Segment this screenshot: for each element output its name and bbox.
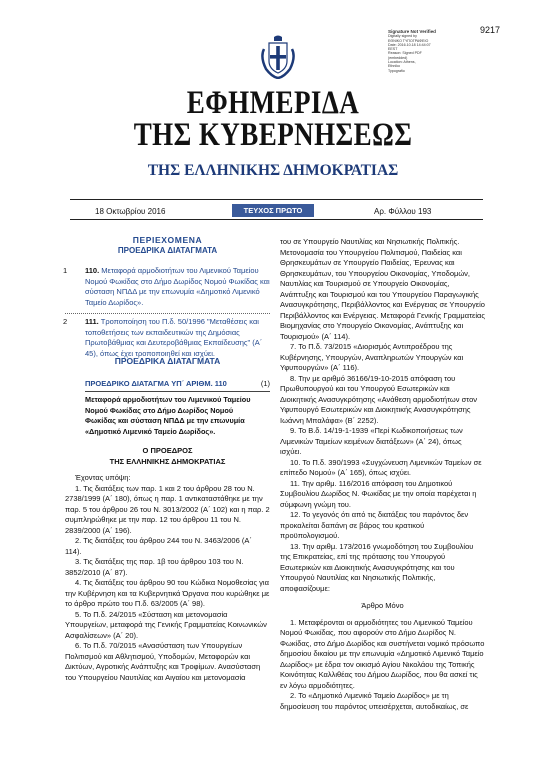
header-bottom-rule bbox=[70, 219, 483, 220]
digital-signature-stamp: Signature Not Verified Digitally signed by ΕΘΝΙΚΟ ΤΥΠΟΓΡΑΦΕΙΟ Date: 2016.10.18 14:44:07 EEST Reason: Signed PDF (embedded) Location: Athens, Ethniko Typografio bbox=[388, 29, 436, 73]
decree-title: Μεταφορά αρμοδιοτήτων του Λιμενικού Ταμείου Νομού Φωκίδας στο Δήμο Δωρίδος Νομού Φωκίδας και σύσταση ΝΠΔΔ με την επωνυμία «Δημοτικό Λιμενικό Ταμείο Δωρίδος». bbox=[85, 395, 251, 436]
decree-heading-row bbox=[65, 379, 270, 390]
header-top-rule bbox=[70, 199, 483, 200]
body-paragraph: 2. Τις διατάξεις του άρθρου 244 του Ν. 3463/2006 (Α΄ 114). bbox=[65, 536, 252, 556]
body-paragraph: 6. Το Π.δ. 70/2015 «Ανασύσταση των Υπουργείων Πολιτισμού και Αθλητισμού, Υποδομών, Μεταφορών και Δικτύων, Αγροτικής Ανάπτυξης και Τροφίμων. Ανασύσταση του Υπουργείου Ναυτιλίας και Αιγαίου και μετονομασία bbox=[65, 641, 261, 682]
decree-heading: ΠΡΟΕΔΡΙΚΟ ΔΙΑΤΑΓΜΑ ΥΠ΄ ΑΡΙΘΜ. 110 bbox=[85, 378, 227, 388]
page-number: 9217 bbox=[480, 25, 501, 35]
toc-item[interactable] bbox=[65, 317, 270, 359]
body-paragraph: 10. Το Π.δ. 390/1993 «Συγχώνευση Λιμενικών Ταμείων σε επίπεδο Νομού» (Α΄ 165), όπως ισχύει. bbox=[280, 457, 482, 477]
masthead-title-line2: ΤΗΣ ΚΥΒΕΡΝΗΣΕΩΣ bbox=[133, 117, 413, 153]
body-paragraph: 4. Τις διατάξεις του άρθρου 90 του Κώδικα Νομοθεσίας για την Κυβέρνηση και τα Κυβερνητικά Όργανα που κυρώθηκε με το άρθρο πρώτο του Π.δ. 63/2005 (Α΄ 98). bbox=[65, 578, 270, 608]
sheet-number: Αρ. Φύλλου 193 bbox=[374, 207, 432, 216]
toc-item-decree: 111. bbox=[85, 317, 99, 326]
toc-item-number: 2 bbox=[63, 317, 68, 326]
contents-section: ΠΡΟΕΔΡΙΚΑ ΔΙΑΤΑΓΜΑΤΑ bbox=[117, 245, 218, 255]
contents-title: ΠΕΡΙΕΧΟΜΕΝΑ bbox=[132, 235, 203, 245]
contents-block bbox=[65, 235, 270, 256]
toc-item-text: Μεταφορά αρμοδιοτήτων του Λιμενικού Ταμείου Νομού Φωκίδας στο Δήμο Δωρίδος Νομού Φωκίδας και σύσταση ΝΠΔΔ με την επωνυμία «Δημοτικό Λιμενικό Ταμείο Δωρίδος». bbox=[85, 266, 270, 307]
president-line1: Ο ΠΡΟΕΔΡΟΣ bbox=[142, 446, 193, 455]
body-paragraph: 5. Το Π.δ. 24/2015 «Σύσταση και μετονομασία Υπουργείων, μεταφορά της Γενικής Γραμματείας Κοινωνικών Ασφαλίσεων» (Α΄ 20). bbox=[65, 609, 267, 640]
body-paragraph: 1. Τις διατάξεις των παρ. 1 και 2 του άρθρου 28 του Ν. 2738/1999 (Α΄ 180), όπως η παρ. 1 αντικαταστάθηκε με την παρ. 5 του άρθρου 26 του Ν. 3013/2002 (Α΄ 102) και η παρ. 2 συμπληρώθηκε με την παρ. 12 του άρθρου 11 του Ν. 2839/2000 (Α΄ 196). bbox=[65, 483, 270, 535]
right-column bbox=[280, 237, 485, 712]
masthead-subtitle: ΤΗΣ ΕΛΛΗΝΙΚΗΣ ΔΗΜΟΚΡΑΤΙΑΣ bbox=[147, 162, 399, 179]
toc-item-text: Τροποποίηση του Π.δ. 50/1996 "Μεταθέσεις και τοποθετήσεις των εκπαιδευτικών της Δημόσιας Πρωτοβάθμιας και Δευτεροβάθμιας Εκπαίδευσης" (Α΄ 45), όπως έχει τροποποιηθεί και ισχύει. bbox=[85, 317, 263, 358]
toc-divider bbox=[65, 313, 270, 314]
decree-ref: (1) bbox=[260, 378, 270, 388]
body-paragraph: 3. Τις διατάξεις της παρ. 1β του άρθρου 103 του Ν. 3852/2010 (Α΄ 87). bbox=[65, 557, 244, 577]
considering-line: Έχοντας υπόψη: bbox=[75, 473, 131, 482]
body-paragraph: 11. Την αριθμ. 116/2016 απόφαση του Δημοτικού Συμβουλίου Δωρίδος Ν. Φωκίδας με την οποία παρέχεται η σύμφωνη γνώμη του. bbox=[280, 478, 477, 509]
section-title: ΠΡΟΕΔΡΙΚΑ ΔΙΑΤΑΓΜΑΤΑ bbox=[114, 356, 221, 366]
body-paragraph: του σε Υπουργείο Ναυτιλίας και Νησιωτικής Πολιτικής. Μετονομασία του Υπουργείου Πολιτισμού, Παιδείας και Θρησκευμάτων σε Υπουργείο Παιδείας, Έρευνας και Θρησκευμάτων, του Υπουργείου Οικονομίας, Υποδομών, Ναυτιλίας και Τουρισμού σε Υπουργείο Οικονομίας, Ανάπτυξης και Τουρισμού και του Υπουργείου Παραγωγικής Ανασυγκρότησης, Περιβάλλοντος και Ενέργειας σε Υπουργείο Περιβάλλοντος και Ενέργειας. Μεταφορά Γενικής Γραμματείας Βιομηχανίας στο Υπουργείο Οικονομίας, Ανάπτυξης και Τουρισμού» (Α΄ 114). bbox=[280, 237, 486, 341]
issue-label: ΤΕΥΧΟΣ ΠΡΩΤΟ bbox=[232, 204, 314, 217]
president-line2: ΤΗΣ ΕΛΛΗΝΙΚΗΣ ΔΗΜΟΚΡΑΤΙΑΣ bbox=[109, 456, 226, 466]
greek-coat-of-arms-icon bbox=[258, 35, 298, 79]
decree-section bbox=[65, 356, 270, 683]
toc-item[interactable] bbox=[65, 266, 270, 308]
body-paragraph: 1. Μεταφέρονται οι αρμοδιότητες του Λιμενικού Ταμείου Νομού Φωκίδας, που αφορούν στο Δήμο Δωρίδος Ν. Φωκίδας, στο Δήμο Δωρίδος και συστήνεται νομικό πρόσωπο δημοσίου δικαίου με την επωνυμία «Δημοτικό Λιμενικό Ταμείο Δωρίδος» με έδρα τον οικισμό Αγίου Νικολάου της Τοπικής Κοινότητας Καλλιθέας του Δήμου Δωρίδος, που θα ασκεί τις εν λόγω αρμοδιότητες. bbox=[280, 617, 485, 690]
toc-item-number: 1 bbox=[63, 266, 68, 275]
body-paragraph: 2. Το «Δημοτικό Λιμενικό Ταμείο Δωρίδος» με τη δημοσίευση του παρόντος υπεισέρχεται, αυτοδικαίως, σε bbox=[280, 691, 469, 711]
article-heading: Άρθρο Μόνο bbox=[361, 601, 404, 610]
body-paragraph: 7. Το Π.δ. 73/2015 «Διορισμός Αντιπροέδρου της Κυβέρνησης, Υπουργών, Αναπληρωτών Υπουργών και Υφυπουργών» (Α΄ 116). bbox=[280, 342, 464, 372]
body-paragraph: 9. Το Β.δ. 14/19-1-1939 «Περί Κωδικοποιήσεως των Λιμενικών Ταμείων κειμένων διατάξεων» (Α΄ 24), όπως ισχύει. bbox=[280, 426, 463, 456]
toc-item-decree: 110. bbox=[85, 266, 100, 275]
body-paragraph: 13. Την αριθμ. 173/2016 γνωμοδότηση του Συμβουλίου της Επικρατείας, επί της πρότασης του Υπουργού Εσωτερικών και Διοικητικής Ανασυγκρότησης και του Υπουργού Ναυτιλίας και Νησιωτικής Πολιτικής, αποφασίζουμε: bbox=[280, 541, 474, 593]
masthead-title-line1: ΕΦΗΜΕΡΙΔΑ bbox=[186, 85, 360, 121]
decree-heading-rule bbox=[85, 391, 270, 392]
body-paragraph: 8. Την με αριθμό 36166/19-10-2015 απόφαση του Πρωθυπουργού και του Υπουργού Εσωτερικών και Διοικητικής Ανασυγκρότησης «Ανάθεση αρμοδιοτήτων στον Υφυπουργό Εσωτερικών και Διοικητικής Ανασυγκρότησης Ιωάννη Μπαλάφα» (Β΄ 2252). bbox=[280, 373, 478, 425]
body-paragraph: 12. Το γεγονός ότι από τις διατάξεις του παρόντος δεν προκαλείται δαπάνη σε βάρος του κρατικού προϋπολογισμού. bbox=[280, 510, 469, 540]
issue-date: 18 Οκτωβρίου 2016 bbox=[95, 207, 166, 216]
